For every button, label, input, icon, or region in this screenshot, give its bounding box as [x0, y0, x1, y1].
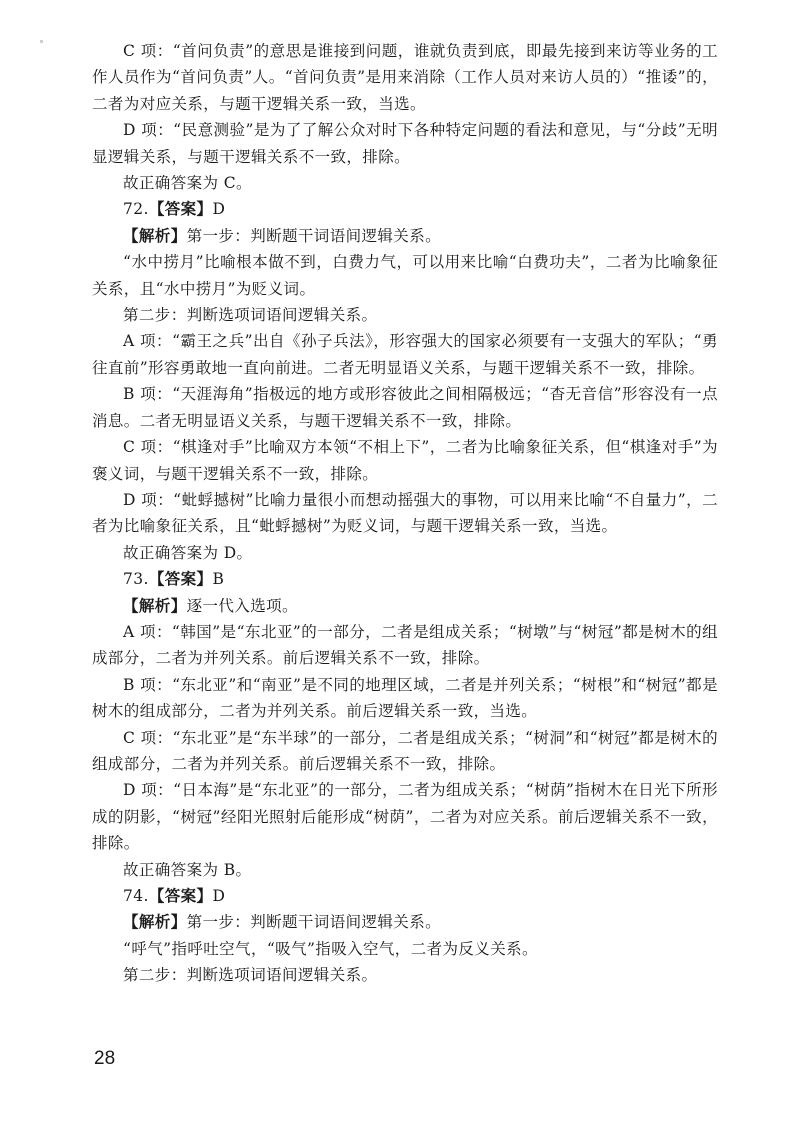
- paragraph: A 项：“韩国”是“东北亚”的一部分，二者是组成关系；“树墩”与“树冠”都是树木的组成部分，二者为并列关系。前后逻辑关系不一致，排除。: [92, 622, 718, 668]
- answer-heading: 73.【答案】B: [123, 569, 225, 589]
- paragraph: D 项：“民意测验”是为了了解公众对时下各种特定问题的看法和意见，与“分歧”无明显逻辑关系，与题干逻辑关系不一致，排除。: [92, 121, 718, 166]
- paragraph: 故正确答案为 C。: [123, 174, 252, 193]
- paragraph: D 项：“日本海”是“东北亚”的一部分，二者为组成关系；“树荫”指树木在日光下所形成的阴影，“树冠”经阳光照射后能形成“树荫”，二者为对应关系。前后逻辑关系不一致，排除。: [92, 781, 718, 853]
- paragraph: B 项：“东北亚”和“南亚”是不同的地理区域，二者是并列关系；“树根”和“树冠”都是树木的组成部分，二者为并列关系。前后逻辑关系一致，当选。: [92, 675, 718, 721]
- paragraph: B 项：“天涯海角”指极远的地方或形容彼此之间相隔极远；“杳无音信”形容没有一点消息。二者无明显语义关系，与题干逻辑关系不一致，排除。: [92, 385, 718, 430]
- paragraph: C 项：“棋逢对手”比喻双方本领“不相上下”，二者为比喻象征关系，但“棋逢对手”为褒义词，与题干逻辑关系不一致，排除。: [92, 438, 718, 483]
- paragraph: 故正确答案为 D。: [123, 543, 253, 562]
- page-number: 28: [94, 1048, 116, 1069]
- answer-heading: 74.【答案】D: [123, 886, 226, 905]
- paragraph: “水中捞月”比喻根本做不到，白费力气，可以用来比喻“白费功夫”，二者为比喻象征关系，且“水中捞月”为贬义词。: [92, 253, 718, 298]
- document-body: [92, 38, 718, 989]
- paragraph: D 项：“蚍蜉撼树”比喻力量很小而想动摇强大的事物，可以用来比喻“不自量力”，二者为比喻象征关系，且“蚍蜉撼树”为贬义词，与题干逻辑关系一致，当选。: [92, 490, 718, 536]
- paragraph: C 项：“东北亚”是“东半球”的一部分，二者是组成关系；“树洞”和“树冠”都是树木的组成部分，二者为并列关系。前后逻辑关系不一致，排除。: [92, 728, 718, 773]
- paragraph: 第二步：判断选项词语间逻辑关系。: [123, 306, 378, 325]
- answer-heading: 72.【答案】D: [123, 199, 226, 219]
- paragraph: C 项：“首问负责”的意思是谁接到问题，谁就负责到底，即最先接到来访等业务的工作人员作为“首问负责”人。“首问负责”是用来消除（工作人员对来访人员的）“推诿”的，二者为对应关系，与题干逻辑关系一致，当选。: [92, 42, 718, 113]
- analysis-heading: 【解析】逐一代入选项。: [123, 595, 298, 615]
- paragraph: “呼气”指呼吐空气，“吸气”指吸入空气，二者为反义关系。: [123, 939, 538, 958]
- scan-dot: [40, 40, 43, 43]
- paragraph: A 项：“霸王之兵”出自《孙子兵法》，形容强大的国家必须要有一支强大的军队；“勇往直前”形容勇敢地一直向前进。二者无明显语义关系，与题干逻辑关系不一致，排除。: [92, 332, 718, 377]
- paragraph: 第二步：判断选项词语间逻辑关系。: [123, 966, 378, 985]
- paragraph: 故正确答案为 B。: [123, 860, 252, 879]
- analysis-heading: 【解析】第一步：判断题干词语间逻辑关系。: [123, 225, 442, 245]
- analysis-heading: 【解析】第一步：判断题干词语间逻辑关系。: [123, 912, 442, 932]
